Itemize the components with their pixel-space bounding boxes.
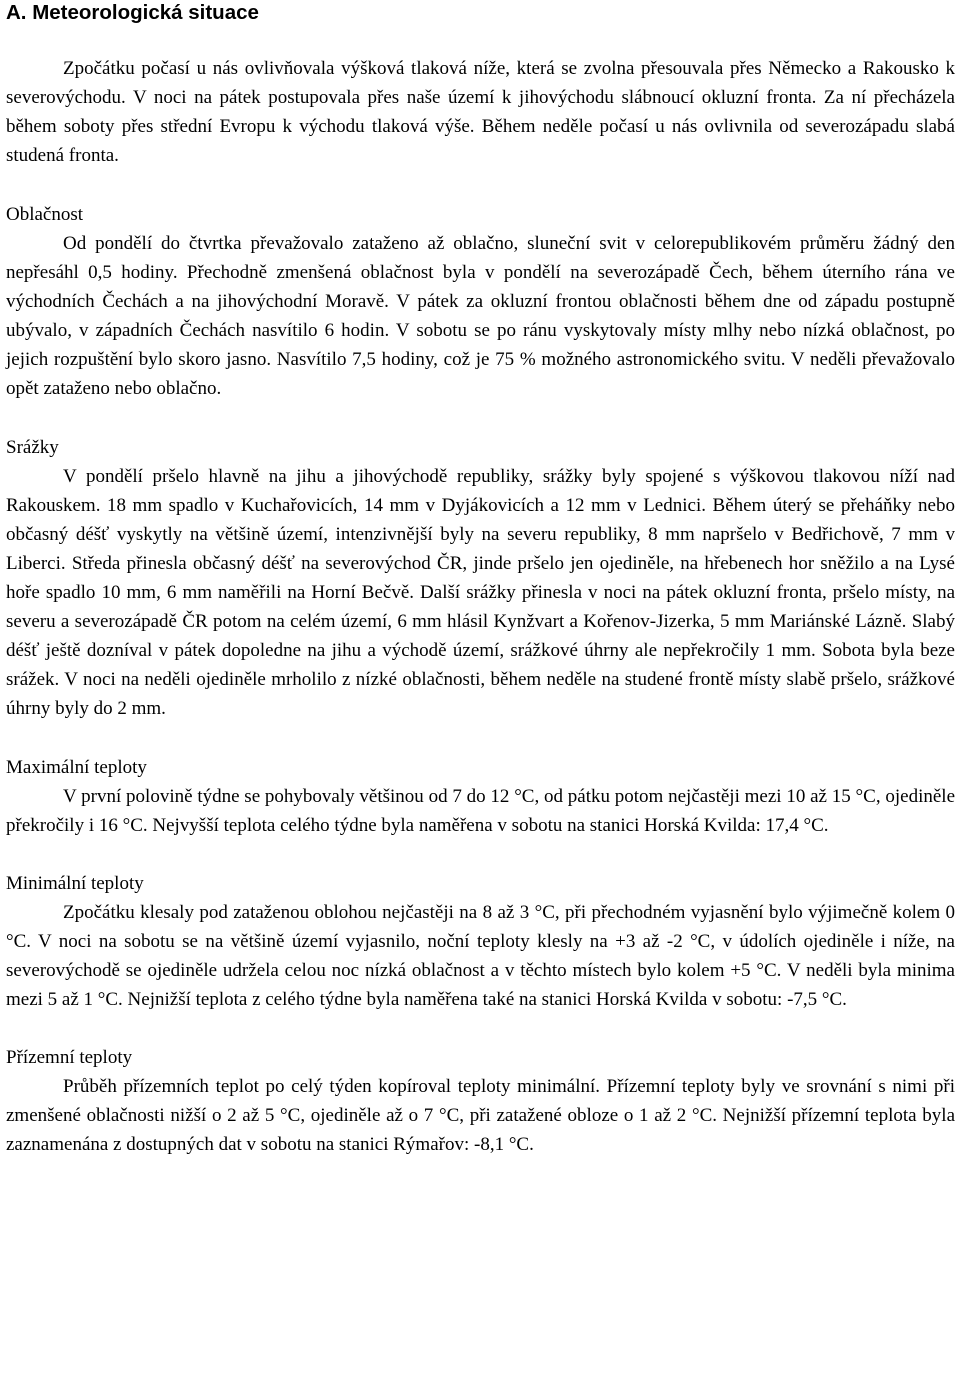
section-text-min-temperatures: Zpočátku klesaly pod zataženou oblohou nejčastěji na 8 až 3 °C, při přechodném vyjasnění bylo výjimečně kolem 0 °C. V noci na sobotu se na většině území vyjasnilo, noční teploty klesly na +3 až -2 °C, v údolích ojediněle i níže, na severovýchodě se ojediněle udržela celou noc nízká oblačnost a v těchto místech bylo kolem +5 °C. V neděli byla minima mezi 5 až 1 °C. Nejnižší teplota z celého týdne byla naměřena také na stanici Horská Kvilda v sobotu: -7,5 °C. bbox=[6, 902, 955, 1010]
intro-paragraph: Zpočátku počasí u nás ovlivňovala výšková tlaková níže, která se zvolna přesouvala přes Německo a Rakousko k severovýchodu. V noci na pátek postupovala přes naše území k jihovýchodu slábnoucí okluzní fronta. Za ní přecházela během soboty přes střední Evropu k východu tlaková výše. Během neděle počasí u nás ovlivnila od severozápadu slabá studená fronta. bbox=[6, 58, 955, 166]
section-title-max-temperatures: Maximální teploty bbox=[6, 757, 147, 778]
section-title-cloudiness: Oblačnost bbox=[6, 204, 84, 225]
section-title-ground-temperatures: Přízemní teploty bbox=[6, 1047, 133, 1068]
section-cloudiness bbox=[6, 200, 955, 403]
section-title-precipitation: Srážky bbox=[6, 437, 59, 458]
document-page bbox=[6, 0, 955, 1159]
section-text-precipitation: V pondělí pršelo hlavně na jihu a jihovýchodě republiky, srážky byly spojené s výškovou tlakovou níží nad Rakouskem. 18 mm spadlo v Kuchařovicích, 14 mm v Dyjákovicích a 12 mm v Lednici. Během úterý se přeháňky nebo občasný déšť vyskytly na většině území, intenzivnější byly na severu republiky, 8 mm napršelo v Bedřichově, 7 mm v Liberci. Středa přinesla občasný déšť na severovýchod ČR, jinde pršelo jen ojediněle, na hřebenech hor sněžilo a na Lysé hoře spadlo 10 mm, 6 mm naměřili na Horní Bečvě. Další srážky přinesla v noci na pátek okluzní fronta, pršelo místy, na severu a severozápadě ČR potom na celém území, 6 mm hlásil Kynžvart a Kořenov-Jizerka, 5 mm Mariánské Lázně. Slabý déšť ještě dozníval v pátek dopoledne na jihu a východě území, srážkové úhrny ale nepřekročily 1 mm. Sobota byla beze srážek. V noci na neděli ojediněle mrholilo z nízké oblačnosti, během neděle na studené frontě místy slabě pršelo, srážkové úhrny byly do 2 mm. bbox=[6, 466, 955, 719]
section-precipitation bbox=[6, 433, 955, 723]
section-min-temperatures bbox=[6, 869, 955, 1014]
section-text-cloudiness: Od pondělí do čtvrtka převažovalo zataženo až oblačno, sluneční svit v celorepublikovém průměru žádný den nepřesáhl 0,5 hodiny. Přechodně zmenšená oblačnost byla v pondělí na severozápadě Čech, během úterního rána ve východních Čechách a na jihovýchodní Moravě. V pátek za okluzní frontou oblačnosti během dne od západu postupně ubývalo, v západních Čechách nasvítilo 6 hodin. V sobotu se po ránu vyskytovaly místy mlhy nebo nízká oblačnost, po jejich rozpuštění bylo skoro jasno. Nasvítilo 7,5 hodiny, což je 75 % možného astronomického svitu. V neděli převažovalo opět zataženo nebo oblačno. bbox=[6, 233, 955, 399]
document-heading: A. Meteorologická situace bbox=[6, 1, 259, 24]
section-text-ground-temperatures: Průběh přízemních teplot po celý týden kopíroval teploty minimální. Přízemní teploty byly ve srovnání s nimi při zmenšené oblačnosti nižší o 2 až 5 °C, ojediněle až o 7 °C, při zatažené obloze o 1 až 2 °C. Nejnižší přízemní teplota byla zaznamenána z dostupných dat v sobotu na stanici Rýmařov: -8,1 °C. bbox=[6, 1076, 955, 1155]
intro-section bbox=[6, 54, 955, 170]
section-title-min-temperatures: Minimální teploty bbox=[6, 873, 144, 894]
section-ground-temperatures bbox=[6, 1043, 955, 1159]
section-text-max-temperatures: V první polovině týdne se pohybovaly většinou od 7 do 12 °C, od pátku potom nejčastěji mezi 10 až 15 °C, ojediněle překročily i 16 °C. Nejvyšší teplota celého týdne byla naměřena v sobotu na stanici Horská Kvilda: 17,4 °C. bbox=[6, 786, 955, 836]
section-max-temperatures bbox=[6, 753, 955, 840]
